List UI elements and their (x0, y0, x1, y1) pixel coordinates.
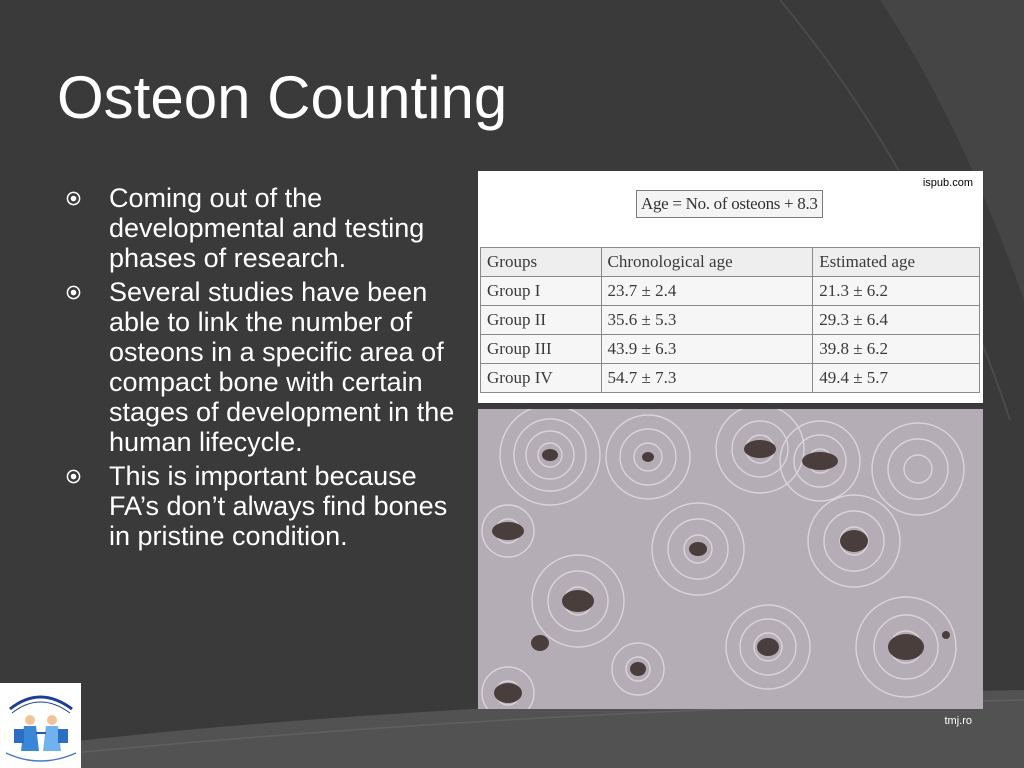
table-row (481, 306, 980, 335)
image-source-credit: tmj.ro (944, 715, 972, 727)
image-source-credit: ispub.com (922, 177, 973, 189)
age-table (480, 247, 980, 393)
bullet-item (66, 461, 456, 551)
table-cell: 43.9 ± 6.3 (601, 335, 813, 364)
table-cell: Group IV (481, 364, 602, 393)
table-cell: 23.7 ± 2.4 (601, 277, 813, 306)
table-cell: 39.8 ± 6.2 (813, 335, 980, 364)
table-row (481, 277, 980, 306)
table-cell: Group III (481, 335, 602, 364)
bullet-item (66, 183, 456, 273)
slide-title: Osteon Counting (57, 64, 508, 131)
table-cell: 21.3 ± 6.2 (813, 277, 980, 306)
bullet-text: Several studies have been able to link the number of osteons in a specific area of compact bone with certain stages of development in the human lifecycle. (109, 277, 455, 457)
circle-bullet-icon (66, 191, 81, 206)
column-header: Chronological age (601, 248, 813, 277)
bullet-text: This is important because FA’s don’t always find bones in pristine condition. (109, 461, 448, 551)
circle-bullet-icon (66, 469, 81, 484)
table-row (481, 335, 980, 364)
table-cell: 35.6 ± 5.3 (601, 306, 813, 335)
mentors-logo (0, 683, 81, 768)
table-cell: 49.4 ± 5.7 (813, 364, 980, 393)
table-cell: 29.3 ± 6.4 (813, 306, 980, 335)
bullet-list (66, 183, 456, 555)
table-cell: 54.7 ± 7.3 (601, 364, 813, 393)
circle-bullet-icon (66, 285, 81, 300)
table-row (481, 364, 980, 393)
osteon-table-figure (478, 171, 983, 403)
bullet-text: Coming out of the developmental and testing phases of research. (109, 183, 425, 273)
table-cell: Group II (481, 306, 602, 335)
table-header-row (481, 248, 980, 277)
column-header: Estimated age (813, 248, 980, 277)
column-header: Groups (481, 248, 602, 277)
bullet-item (66, 277, 456, 457)
age-formula: Age = No. of osteons + 8.3 (636, 190, 823, 218)
bone-micrograph (478, 409, 983, 709)
table-cell: Group I (481, 277, 602, 306)
